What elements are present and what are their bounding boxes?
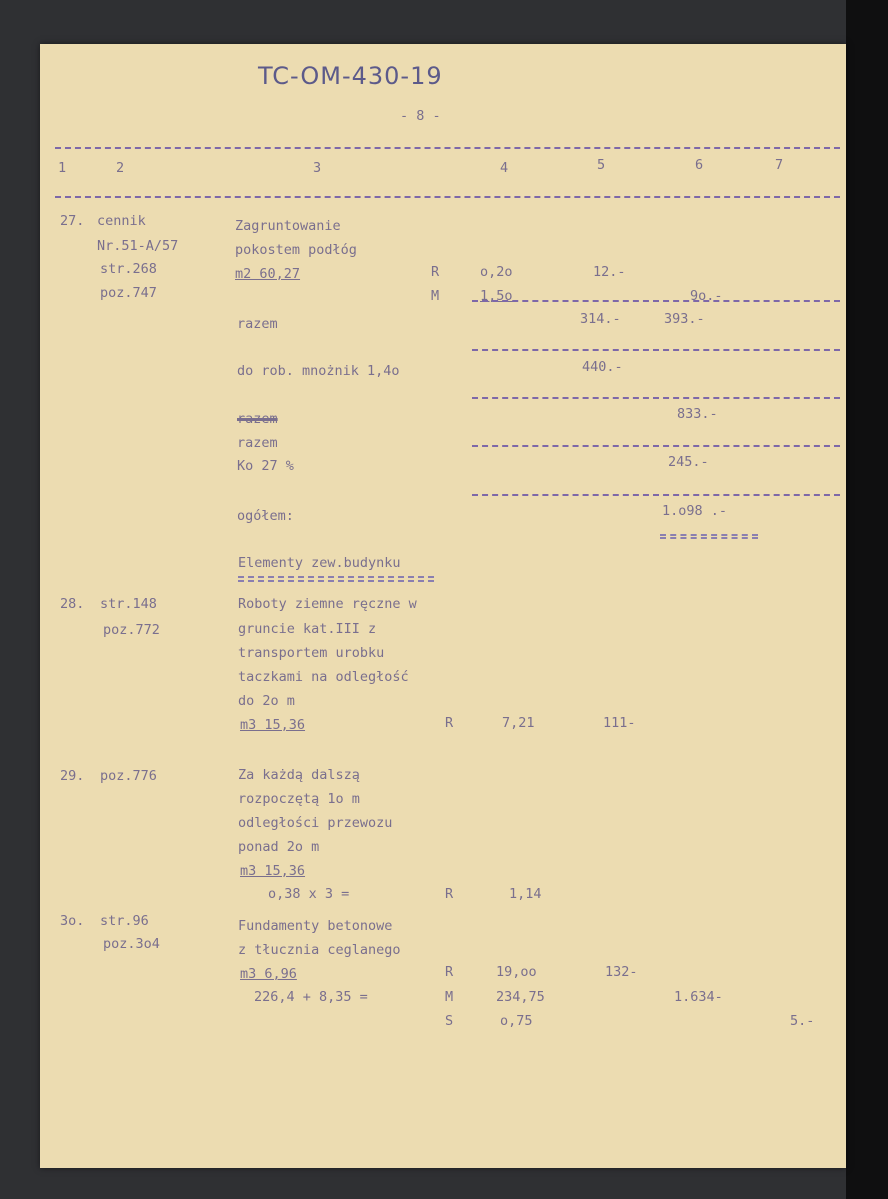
entry28-r-col5: 111- [603,715,636,731]
entry27-razem2-label: razem [237,435,278,451]
entry28-desc: Roboty ziemne ręczne w [238,596,417,612]
entry30-ref: str.96 [100,913,149,929]
entry27-multiplier-label: do rob. mnożnik 1,4o [237,363,400,379]
entry27-subtotal-col6: 833.- [677,406,718,422]
entry27-total-underline [660,537,758,539]
entry28-desc: taczkami na odległość [238,669,409,685]
entry30-m-col6: 1.634- [674,989,723,1005]
entry27-total-label: ogółem: [237,508,294,524]
entry28-ref: str.148 [100,596,157,612]
entry29-ref: poz.776 [100,768,157,784]
entry27-struck-text: razem [237,411,278,427]
entry27-code-m: M [431,288,440,304]
entry29-code-r: R [445,886,454,902]
entry27-m-col6: 9o.- [690,288,723,304]
entry30-m-col4: 234,75 [496,989,545,1005]
entry29-desc: ponad 2o m [238,839,320,855]
entry28-desc: do 2o m [238,693,295,709]
entry30-s-col4: o,75 [500,1013,533,1029]
scan-border [846,0,888,1199]
entry27-razem-col5: 314.- [580,311,621,327]
entry27-rule [472,300,840,302]
entry27-ko-label: Ko 27 % [237,458,294,474]
entry27-ref: cennik [97,213,146,229]
entry28-r-col4: 7,21 [502,715,535,731]
entry27-desc: Zagruntowanie [235,218,341,234]
entry29-calc: o,38 x 3 = [268,886,350,902]
entry27-razem-label: razem [237,316,278,332]
paper-sheet [40,44,846,1168]
entry27-rule [472,445,840,447]
entry30-code-r: R [445,964,454,980]
entry28-desc: transportem urobku [238,645,385,661]
entry27-total-col6: 1.o98 .- [662,503,728,519]
entry29-r-col4: 1,14 [509,886,542,902]
col-header-5: 5 [597,157,606,173]
entry30-r-col4: 19,oo [496,964,537,980]
entry27-r-col5: 12.- [593,264,626,280]
col-header-6: 6 [695,157,704,173]
entry30-ref: poz.3o4 [103,936,160,952]
entry30-s-col7: 5.- [790,1013,815,1029]
entry28-desc: gruncie kat.III z [238,621,377,637]
entry27-rule [472,349,840,351]
entry30-code-m: M [445,989,454,1005]
entry29-desc: odległości przewozu [238,815,393,831]
entry30-calc: 226,4 + 8,35 = [254,989,368,1005]
entry27-desc: pokostem podłóg [235,242,357,258]
entry29-measure: m3 15,36 [240,863,306,879]
entry27-razem-col6: 393.- [664,311,705,327]
section-header-underline [238,580,434,582]
page-number: - 8 - [400,108,441,124]
handwritten-reference: TC-OM-430-19 [258,62,443,90]
entry27-ko-col6: 245.- [668,454,709,470]
col-header-4: 4 [500,160,509,176]
entry27-m-col4: 1,5o [480,288,513,304]
entry28-measure: m3 15,36 [240,717,306,733]
entry27-total-underline [660,534,758,536]
entry30-number: 3o. [60,913,85,929]
header-bottom-rule [55,196,840,198]
entry27-r-col4: o,2o [480,264,513,280]
entry30-measure: m3 6,96 [240,966,297,982]
col-header-3: 3 [313,160,322,176]
entry27-measure: m2 60,27 [235,266,301,282]
entry27-ref: str.268 [100,261,157,277]
col-header-2: 2 [116,160,125,176]
col-header-1: 1 [58,160,67,176]
header-top-rule [55,147,840,149]
entry30-r-col5: 132- [605,964,638,980]
entry28-number: 28. [60,596,85,612]
entry29-desc: rozpoczętą 1o m [238,791,360,807]
entry27-rule [472,494,840,496]
col-header-7: 7 [775,157,784,173]
section-header-underline [238,576,434,578]
entry29-desc: Za każdą dalszą [238,767,360,783]
section-header: Elementy zew.budynku [238,555,401,571]
entry28-ref: poz.772 [103,622,160,638]
entry27-ref: poz.747 [100,285,157,301]
entry27-rule [472,397,840,399]
entry30-code-s: S [445,1013,454,1029]
entry27-number: 27. [60,213,85,229]
entry27-code-r: R [431,264,440,280]
entry27-ref: Nr.51-A/57 [97,238,179,254]
entry30-desc: z tłucznia ceglanego [238,942,401,958]
entry30-desc: Fundamenty betonowe [238,918,393,934]
entry28-code-r: R [445,715,454,731]
entry27-multiplier-col5: 440.- [582,359,623,375]
entry29-number: 29. [60,768,85,784]
